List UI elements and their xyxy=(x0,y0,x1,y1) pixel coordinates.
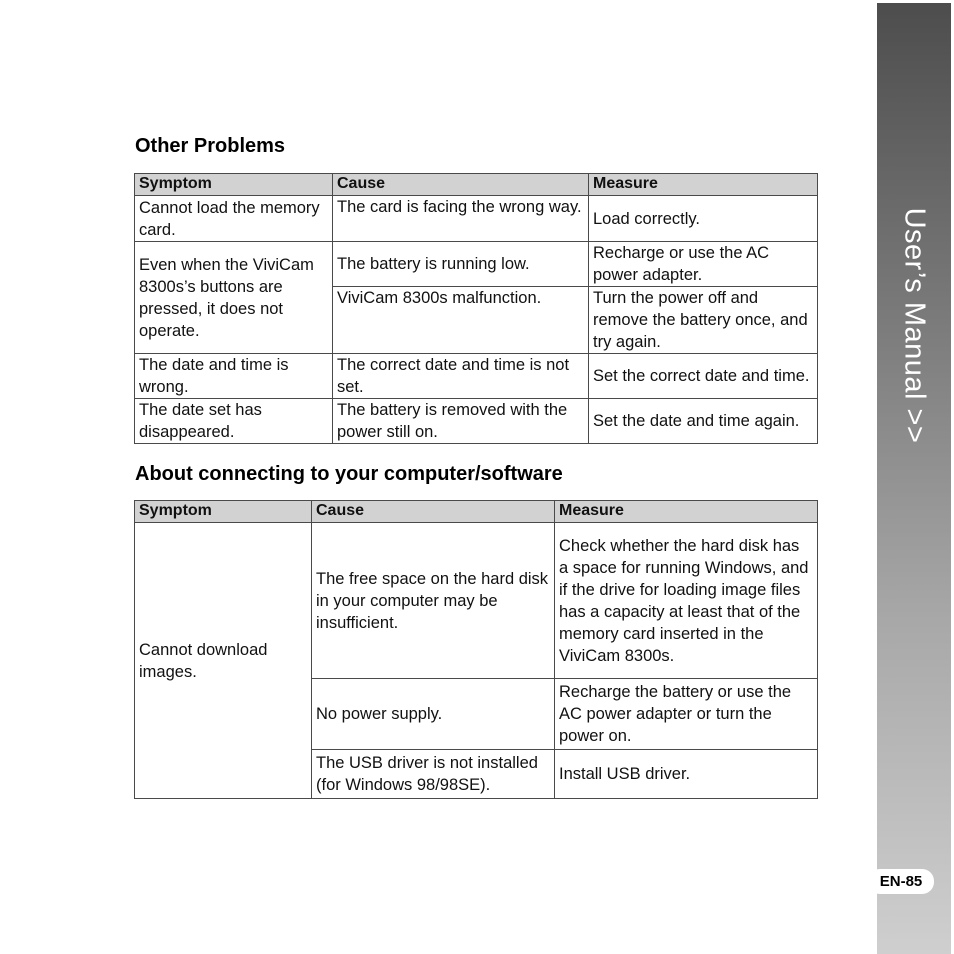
header-symptom: Symptom xyxy=(135,174,333,196)
measure-cell: Install USB driver. xyxy=(555,750,818,799)
cause-cell: ViviCam 8300s malfunction. xyxy=(333,287,589,354)
table-row xyxy=(135,354,818,399)
cause-cell: No power supply. xyxy=(312,679,555,750)
table-row xyxy=(135,196,818,242)
symptom-cell: The date and time is wrong. xyxy=(135,354,333,399)
connecting-table xyxy=(134,500,818,799)
cause-cell: The USB driver is not installed (for Windows 98/98SE). xyxy=(312,750,555,799)
measure-cell: Set the correct date and time. xyxy=(589,354,818,399)
cause-cell: The correct date and time is not set. xyxy=(333,354,589,399)
table-header-row xyxy=(135,501,818,523)
header-symptom: Symptom xyxy=(135,501,312,523)
cause-cell: The card is facing the wrong way. xyxy=(333,196,589,242)
section-title-other-problems: Other Problems xyxy=(135,135,286,157)
table-row xyxy=(135,399,818,444)
measure-cell: Check whether the hard disk has a space for running Windows, and if the drive for loading image files has a capacity at least that of the memory card inserted in the ViviCam 8300s. xyxy=(555,523,818,679)
cause-cell: The free space on the hard disk in your computer may be insufficient. xyxy=(312,523,555,679)
measure-cell: Set the date and time again. xyxy=(589,399,818,444)
header-measure: Measure xyxy=(589,174,818,196)
page-number: EN-85 xyxy=(868,869,934,894)
side-tab-label: User’s Manual >> xyxy=(898,207,931,443)
symptom-cell: Cannot download images. xyxy=(135,523,312,799)
table-row xyxy=(135,523,818,679)
table-header-row xyxy=(135,174,818,196)
measure-cell: Recharge or use the AC power adapter. xyxy=(589,242,818,287)
symptom-cell: The date set has disappeared. xyxy=(135,399,333,444)
symptom-cell: Even when the ViviCam 8300s’s buttons are pressed, it does not operate. xyxy=(135,242,333,354)
side-tab-title xyxy=(877,190,951,460)
measure-cell: Recharge the battery or use the AC power adapter or turn the power on. xyxy=(555,679,818,750)
symptom-cell: Cannot load the memory card. xyxy=(135,196,333,242)
cause-cell: The battery is running low. xyxy=(333,242,589,287)
section-title-connecting: About connecting to your computer/software xyxy=(135,463,563,485)
side-tab xyxy=(877,3,951,954)
table-row xyxy=(135,242,818,287)
measure-cell: Load correctly. xyxy=(589,196,818,242)
other-problems-table xyxy=(134,173,818,444)
cause-cell: The battery is removed with the power still on. xyxy=(333,399,589,444)
header-measure: Measure xyxy=(555,501,818,523)
header-cause: Cause xyxy=(312,501,555,523)
measure-cell: Turn the power off and remove the battery once, and try again. xyxy=(589,287,818,354)
header-cause: Cause xyxy=(333,174,589,196)
